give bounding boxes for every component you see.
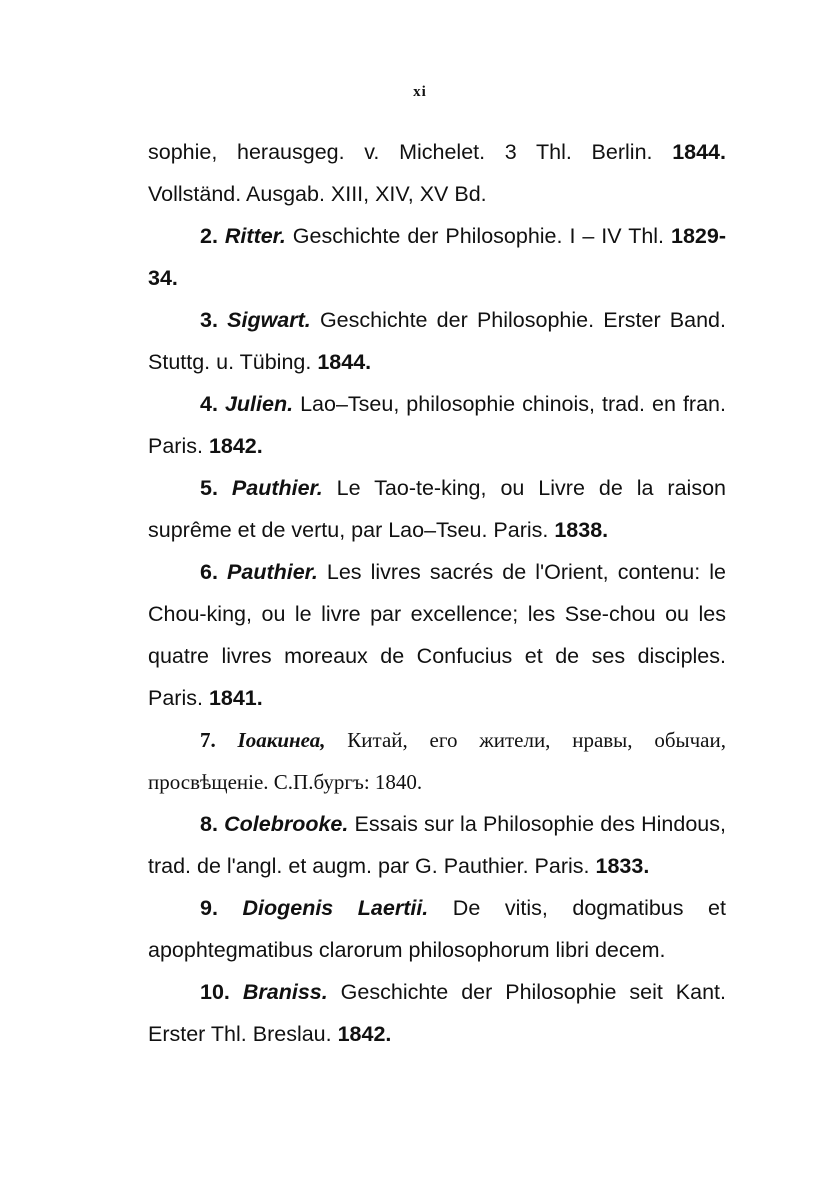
entry-author: Diogenis Laertii.: [242, 896, 429, 920]
entry-year: 1838.: [554, 518, 609, 542]
entry-number: 4.: [200, 392, 218, 416]
bibliography-entry-4: [148, 383, 726, 467]
entry-continuation: Vollständ. Ausgab. XIII, XIV, XV Bd.: [148, 182, 487, 206]
entry-author: Colebrooke.: [224, 812, 349, 836]
page-number: xi: [413, 84, 427, 100]
entry-text: Geschichte der Philosophie. Erster Band. Stuttg. u. Tübing.: [148, 308, 726, 374]
bibliography-entry-10: [148, 971, 726, 1055]
entry-number: 10.: [200, 980, 230, 1004]
entry-author: Pauthier.: [227, 560, 318, 584]
entry-year: 1833.: [595, 854, 650, 878]
entry-year: 1842.: [337, 1022, 392, 1046]
entry-text: De vitis, dogmatibus et apophtegmatibus clarorum philosophorum libri decem.: [148, 896, 726, 962]
entry-year: 1841.: [208, 686, 263, 710]
entry-year: 1844.: [672, 140, 726, 164]
entry-number: 6.: [200, 560, 218, 584]
entry-text: Le Tao-te-king, ou Livre de la raison suprême et de vertu, par Lao–Tseu. Paris.: [148, 476, 726, 542]
entry-text: Китай, его жители, нравы, обычаи, просвѣщеніе. С.П.бургъ:: [148, 728, 726, 794]
entry-author: Julien.: [224, 392, 294, 416]
entry-year: 1840.: [374, 770, 423, 794]
entry-author: Іоакинеа,: [237, 728, 326, 752]
entry-text: Essais sur la Philosophie des Hindous, trad. de l'angl. et augm. par G. Pauthier. Paris.: [148, 812, 726, 878]
bibliography-list: [148, 131, 726, 1055]
entry-number: 9.: [200, 896, 218, 920]
entry-year: 1844.: [317, 350, 372, 374]
bibliography-entry-9: [148, 887, 726, 971]
entry-author: Sigwart.: [227, 308, 311, 332]
bibliography-entry-6: [148, 551, 726, 719]
entry-year: 1842.: [208, 434, 263, 458]
bibliography-entry-3: [148, 299, 726, 383]
entry-text: Lao–Tseu, philosophie chinois, trad. en fran. Paris.: [148, 392, 726, 458]
bibliography-entry-5: [148, 467, 726, 551]
entry-number: 8.: [200, 812, 218, 836]
bibliography-entry-7: [148, 719, 726, 803]
entry-text: Geschichte der Philosophie seit Kant. Erster Thl. Breslau.: [148, 980, 726, 1046]
entry-author: Ritter.: [224, 224, 286, 248]
entry-number: 5.: [200, 476, 218, 500]
entry-number: 3.: [200, 308, 218, 332]
bibliography-entry-1: [148, 131, 726, 215]
entry-number: 2.: [200, 224, 218, 248]
entry-year: 1829-34.: [148, 224, 726, 290]
bibliography-entry-2: [148, 215, 726, 299]
entry-number: 7.: [200, 728, 216, 752]
entry-text: Les livres sacrés de l'Orient, contenu: le Chou-king, ou le livre par excellence; les Sse-chou ou les quatre livres moreaux de Confucius et de ses disciples. Paris.: [148, 560, 726, 710]
entry-author: Braniss.: [242, 980, 328, 1004]
entry-author: Pauthier.: [231, 476, 323, 500]
bibliography-entry-8: [148, 803, 726, 887]
entry-text: sophie, herausgeg. v. Michelet. 3 Thl. Berlin.: [148, 140, 673, 164]
entry-text: Geschichte der Philosophie. I – IV Thl.: [285, 224, 671, 248]
